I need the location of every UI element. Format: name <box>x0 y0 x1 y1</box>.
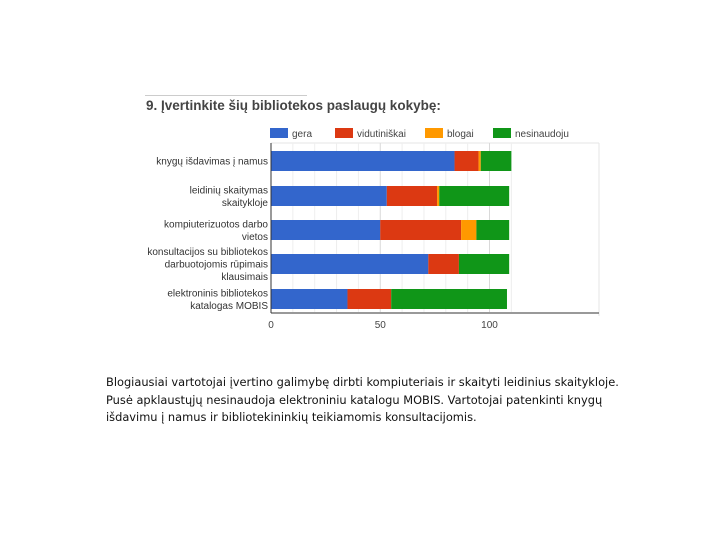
bar-segment-gera <box>271 289 347 309</box>
bar-segment-blogai <box>437 186 439 206</box>
x-tick-label: 100 <box>481 320 498 331</box>
bar-segment-nesinaudoju <box>439 186 509 206</box>
category-label: vietos <box>241 231 268 243</box>
category-label: klausimais <box>221 272 268 283</box>
bar-segment-gera <box>271 220 380 240</box>
bar-segment-vidutiniškai <box>347 289 391 309</box>
legend-swatch-0 <box>270 128 288 138</box>
bar-segment-blogai <box>461 220 476 240</box>
caption-text: Blogiausiai vartotojai įvertino galimybę dirbti kompiuteriais ir skaityti leidinius skaitykloje. Pusė apklaustųjų nesinaudoja elektroniniu katalogu MOBIS. Vartotojai patenkinti knygų išdavimu į namus ir bibliotekininkių teikiamomis konsultacijomis. <box>106 375 619 424</box>
category-label: konsultacijos su bibliotekos <box>147 247 268 258</box>
category-label: leidinių skaitymas <box>189 185 268 197</box>
category-label: kompiuterizuotos darbo <box>164 219 268 231</box>
bar-segment-gera <box>271 254 428 274</box>
legend <box>270 128 569 140</box>
bar-segment-nesinaudoju <box>481 151 512 171</box>
x-tick-label: 50 <box>374 320 386 331</box>
bar-segment-vidutiniškai <box>455 151 479 171</box>
bar-segment-gera <box>271 186 387 206</box>
bar-segment-nesinaudoju <box>391 289 507 309</box>
category-label: katalogas MOBIS <box>190 300 268 312</box>
bar-segment-vidutiniškai <box>387 186 437 206</box>
legend-swatch-1 <box>335 128 353 138</box>
legend-label-3: nesinaudoju <box>515 129 569 140</box>
category-label: darbuotojomis rūpimais <box>164 259 268 271</box>
x-tick-label: 0 <box>268 320 274 331</box>
bar-segment-gera <box>271 151 455 171</box>
legend-label-1: vidutiniškai <box>357 129 406 140</box>
category-label: knygų išdavimas į namus <box>156 156 268 168</box>
legend-label-2: blogai <box>447 129 474 140</box>
chart-title: 9. Įvertinkite šių bibliotekos paslaugų kokybę: <box>146 98 441 113</box>
legend-swatch-2 <box>425 128 443 138</box>
bars <box>271 151 511 309</box>
bar-segment-vidutiniškai <box>428 254 459 274</box>
category-label: elektroninis bibliotekos <box>167 288 268 300</box>
category-labels <box>147 157 268 312</box>
bar-segment-nesinaudoju <box>476 220 509 240</box>
legend-label-0: gera <box>292 129 313 140</box>
legend-swatch-3 <box>493 128 511 138</box>
category-label: skaitykloje <box>221 197 268 209</box>
bar-segment-blogai <box>479 151 481 171</box>
bar-segment-nesinaudoju <box>459 254 509 274</box>
bar-segment-vidutiniškai <box>380 220 461 240</box>
